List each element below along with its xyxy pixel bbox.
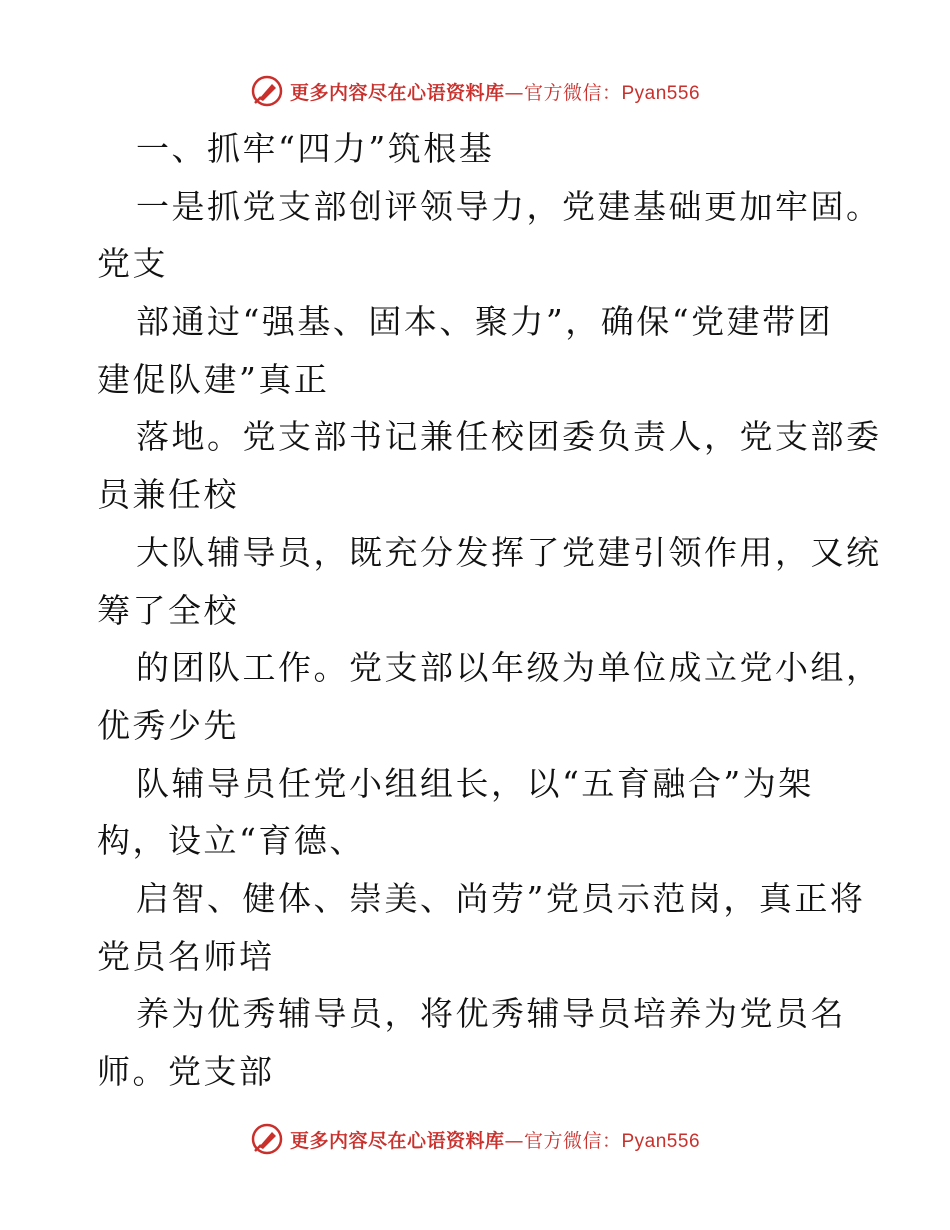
pen-nib-logo-icon [250,1122,284,1156]
page-header [0,71,950,111]
paragraph-line: 师。党支部 [97,1052,275,1091]
paragraph-line: 一是抓党支部创评领导力，党建基础更加牢固。 [136,186,882,226]
paragraph-line: 队辅导员任党小组组长，以“五育融合”为架 [136,763,814,803]
section-heading: 一、抓牢“四力”筑根基 [136,129,495,168]
footer-banner [290,1126,700,1153]
footer-separator: — [504,1129,524,1152]
paragraph-line: 部通过“强基、固本、聚力”，确保“党建带团 [136,302,834,342]
paragraph-line: 建促队建”真正 [97,359,330,399]
header-contact-id: Pyan556 [621,82,701,104]
paragraph-line: 优秀少先 [97,705,239,745]
header-brand: 更多内容尽在心语资料库 [289,81,505,104]
paragraph-line: 的团队工作。党支部以年级为单位成立党小组， [136,648,882,688]
footer-contact-id: Pyan556 [621,1130,701,1152]
header-banner [290,78,700,105]
header-contact-label: 官方微信： [523,81,622,104]
paragraph-line: 启智、健体、崇美、尚劳”党员示范岗，真正将 [136,878,866,918]
paragraph-line: 落地。党支部书记兼任校团委负责人，党支部委 [136,417,882,457]
document-body [97,120,882,1101]
footer-brand: 更多内容尽在心语资料库 [289,1129,505,1152]
paragraph-line: 大队辅导员，既充分发挥了党建引领作用，又统 [136,532,882,572]
pen-nib-logo-icon [250,74,284,108]
paragraph-line: 筹了全校 [97,590,239,630]
paragraph-line: 党支 [97,244,168,284]
page-footer [0,1119,950,1159]
header-separator: — [504,81,524,104]
paragraph-line: 构，设立“育德、 [97,821,365,861]
paragraph-line: 员兼任校 [97,475,239,515]
paragraph-line: 党员名师培 [97,936,275,976]
footer-contact-label: 官方微信： [523,1129,622,1152]
paragraph-line: 养为优秀辅导员，将优秀辅导员培养为党员名 [136,994,846,1034]
